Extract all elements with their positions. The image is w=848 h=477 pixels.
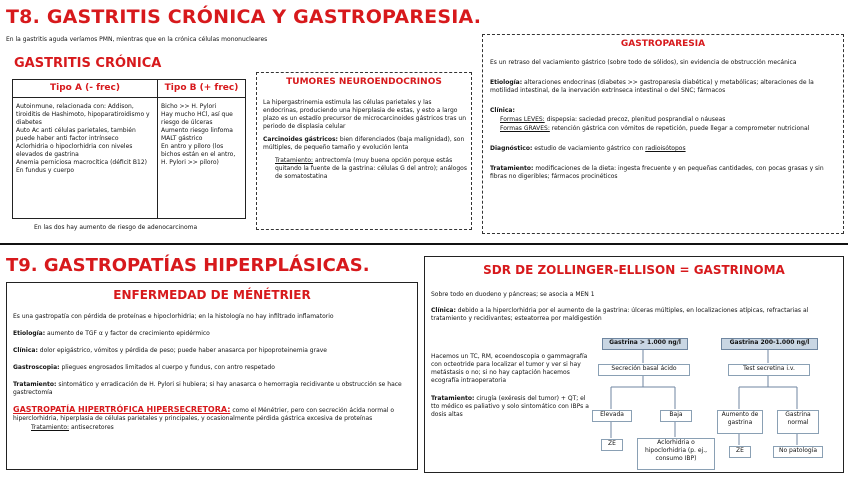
tumores-trat-text: antrectomía (muy buena opción porque estás quitando la fuente de la gastrina: células G del antro); análogos de somatostatina: [275, 157, 467, 180]
list-item: Aclorhidria o hipoclorhidria con niveles elevados de gastrina: [16, 143, 133, 158]
tumores-p1: La hipergastrinemia estimula las células parietales y las endocrinas, produciendo una hiperplasia de estas, y esto a largo plazo es un estadío precursor de microcarcinoides gástricos tras un periodo de displasia celular: [263, 99, 467, 130]
flow-secretin: Test secretina i.v.: [728, 364, 810, 376]
ze-clin-label: Clínica:: [431, 307, 456, 314]
list-item: Aumento riesgo linfoma MALT gástrico: [161, 127, 233, 142]
flow-aumento: Aumento de gastrina: [717, 410, 763, 434]
ze-trat-text: cirugía (exéresis del tumor) + QT; el tto médico es paliativo y solo sintomático con IBPs a dosis altas: [431, 395, 589, 418]
list-item: Hay mucho HCl, así que riesgo de úlceras: [161, 111, 233, 126]
list-item: Auto Ac anti células parietales, también puede haber anti factor intrínseco: [16, 127, 136, 142]
gastroparesia-body: [490, 59, 838, 186]
t8-title: T8. GASTRITIS CRÓNICA Y GASTROPARESIA.: [6, 6, 482, 28]
t9-title: T9. GASTROPATÍAS HIPERPLÁSICAS.: [6, 255, 370, 276]
flow-baja: Baja: [660, 410, 692, 422]
list-item: En antro y píloro (los bichos están en el antro, H. Pylori >> píloro): [161, 143, 236, 166]
list-item: Bicho >> H. Pylori: [161, 103, 217, 110]
gp-diag-label: Diagnóstico:: [490, 145, 533, 152]
gp-etio-label: Etiología:: [490, 79, 523, 86]
gp-diag-text: estudio de vaciamiento gástrico con: [534, 145, 644, 152]
men-gastro-text: pliegues engrosados limitados al cuerpo y fundus, con antro respetado: [61, 364, 275, 371]
section-divider: [0, 243, 848, 245]
flow-gastrina-high: Gastrina > 1.000 ng/l: [602, 338, 688, 350]
men-trat-text: sintomático y erradicación de H. Pylori si hubiera; si hay anasarca o hemorragia recidivante u obstrucción se hace gastrectomía: [13, 381, 402, 396]
gastroparesia-box: [482, 34, 844, 234]
ze-clin-text: debido a la hiperclorhidria por el aumento de la gastrina: úlceras múltiples, en localizaciones atípicas, refractarias al tratamiento y recidivantes; esteatorrea por maldigestión: [431, 307, 809, 322]
gp-leves-text: dispepsia: saciedad precoz, plenitud posprandial o náuseas: [546, 116, 726, 123]
flow-ze-1: ZE: [601, 439, 623, 451]
gastritis-title: GASTRITIS CRÓNICA: [14, 56, 162, 71]
col-b-list: [161, 103, 243, 167]
hiper-text: como el Ménétrier, pero con secreción ácida normal o hiperclorhidria, hiperplasia de células parietales y principales, y ocasionalmente pérdida gástrica excesiva de proteínas: [13, 407, 395, 422]
col-a-list: [16, 103, 154, 175]
gastroparesia-title: GASTROPARESIA: [620, 39, 706, 49]
flow-ze-2: ZE: [729, 446, 751, 458]
ze-diag-text: Hacemos un TC, RM, ecoendoscopia o gammagrafía con octeotride para localizar el tumor y ver si hay metástasis o no; si no hay captación hacemos ecografía intraoperatoria: [431, 353, 588, 384]
zollinger-box: [424, 256, 844, 473]
gp-graves-label: Formas GRAVES:: [500, 125, 550, 132]
carc-text: bien diferenciados (baja malignidad), son múltiples, de pequeño tamaño y evolución lenta: [263, 136, 465, 151]
ze-trat-label: Tratamiento:: [431, 395, 475, 402]
tumores-box: [256, 72, 472, 230]
hiper-trat-text: antisecretores: [70, 424, 114, 431]
carc-label: Carcinoides gástricos:: [263, 136, 338, 143]
flow-normal: Gastrina normal: [777, 410, 819, 434]
col-b-header: Tipo B (+ frec): [164, 83, 239, 93]
men-etio-text: aumento de TGF α y factor de crecimiento epidérmico: [47, 330, 210, 337]
gp-clin-label: Clínica:: [490, 107, 515, 114]
flow-gastrina-mid: Gastrina 200-1.000 ng/l: [721, 338, 818, 350]
men-clin-text: dolor epigástrico, vómitos y pérdida de peso; puede haber anasarca por hipoproteinemia grave: [39, 347, 327, 354]
gp-etio-text: alteraciones endocrinas (diabetes >> gastroparesia diabética) y metabólicas; alteraciones de la motilidad intestinal, de la inervación extrínseca intestinal o del SNC; fármacos: [490, 79, 814, 94]
flow-no-patologia: No patología: [773, 446, 823, 458]
zollinger-left: [431, 353, 591, 424]
ze-flowchart: [591, 335, 841, 471]
gp-trat-text: modificaciones de la dieta: ingesta frecuente y en pequeñas cantidades, con pocas grasas y sin fibras no digeribles; fármacos procinéticos: [490, 165, 824, 180]
ze-p1: Sobre todo en duodeno y páncreas; se asocia a MEN 1: [431, 291, 595, 298]
list-item: Autoinmune, relacionada con: Addison, tiroiditis de Hashimoto, hipoparatiroidismo y diabetes: [16, 103, 150, 126]
men-etio-label: Etiología:: [13, 330, 46, 337]
hiper-trat-label: Tratamiento:: [31, 424, 70, 431]
gastritis-footnote: En las dos hay aumento de riesgo de adenocarcinoma: [34, 224, 198, 231]
men-gastro-label: Gastroscopia:: [13, 364, 60, 371]
zollinger-top: [431, 291, 835, 328]
gp-diag-link: radioisótopos: [645, 145, 686, 152]
col-a-header: Tipo A (- frec): [50, 83, 120, 93]
menetrier-title: ENFERMEDAD DE MÉNÉTRIER: [113, 288, 311, 302]
men-trat-label: Tratamiento:: [13, 381, 57, 388]
list-item: Anemia perniciosa macrocítica (déficit B12): [16, 159, 148, 166]
gp-def: Es un retraso del vaciamiento gástrico (sobre todo de sólidos), sin evidencia de obstrucción mecánica: [490, 59, 797, 66]
tumores-trat-label: Tratamiento:: [275, 157, 314, 164]
menetrier-box: [6, 282, 418, 470]
men-p1: Es una gastropatía con pérdida de proteínas e hipoclorhidria; en la histología no hay infiltrado inflamatorio: [13, 313, 334, 320]
gp-trat-label: Tratamiento:: [490, 165, 534, 172]
flow-elevada: Elevada: [592, 410, 632, 422]
men-clin-label: Clínica:: [13, 347, 38, 354]
flow-basal: Secreción basal ácido: [598, 364, 690, 376]
gp-leves-label: Formas LEVES:: [500, 116, 545, 123]
zollinger-title: SDR DE ZOLLINGER-ELLISON = GASTRINOMA: [483, 263, 785, 277]
tumores-title: TUMORES NEUROENDOCRINOS: [286, 77, 442, 87]
hiper-label: GASTROPATÍA HIPERTRÓFICA HIPERSECRETORA:: [13, 405, 231, 414]
gp-graves-text: retención gástrica con vómitos de repetición, puede llegar a comprometer nutricional: [551, 125, 810, 132]
tumores-body: [263, 99, 467, 186]
t8-intro: En la gastritis aguda veríamos PMN, mientras que en la crónica células mononucleares: [6, 36, 268, 43]
gastritis-table: [12, 79, 246, 219]
list-item: En fundus y cuerpo: [16, 167, 75, 174]
flow-aclorhidria: Aclorhidria o hipoclorhidria (p. ej., consumo IBP): [637, 438, 715, 470]
menetrier-body: [13, 313, 413, 437]
